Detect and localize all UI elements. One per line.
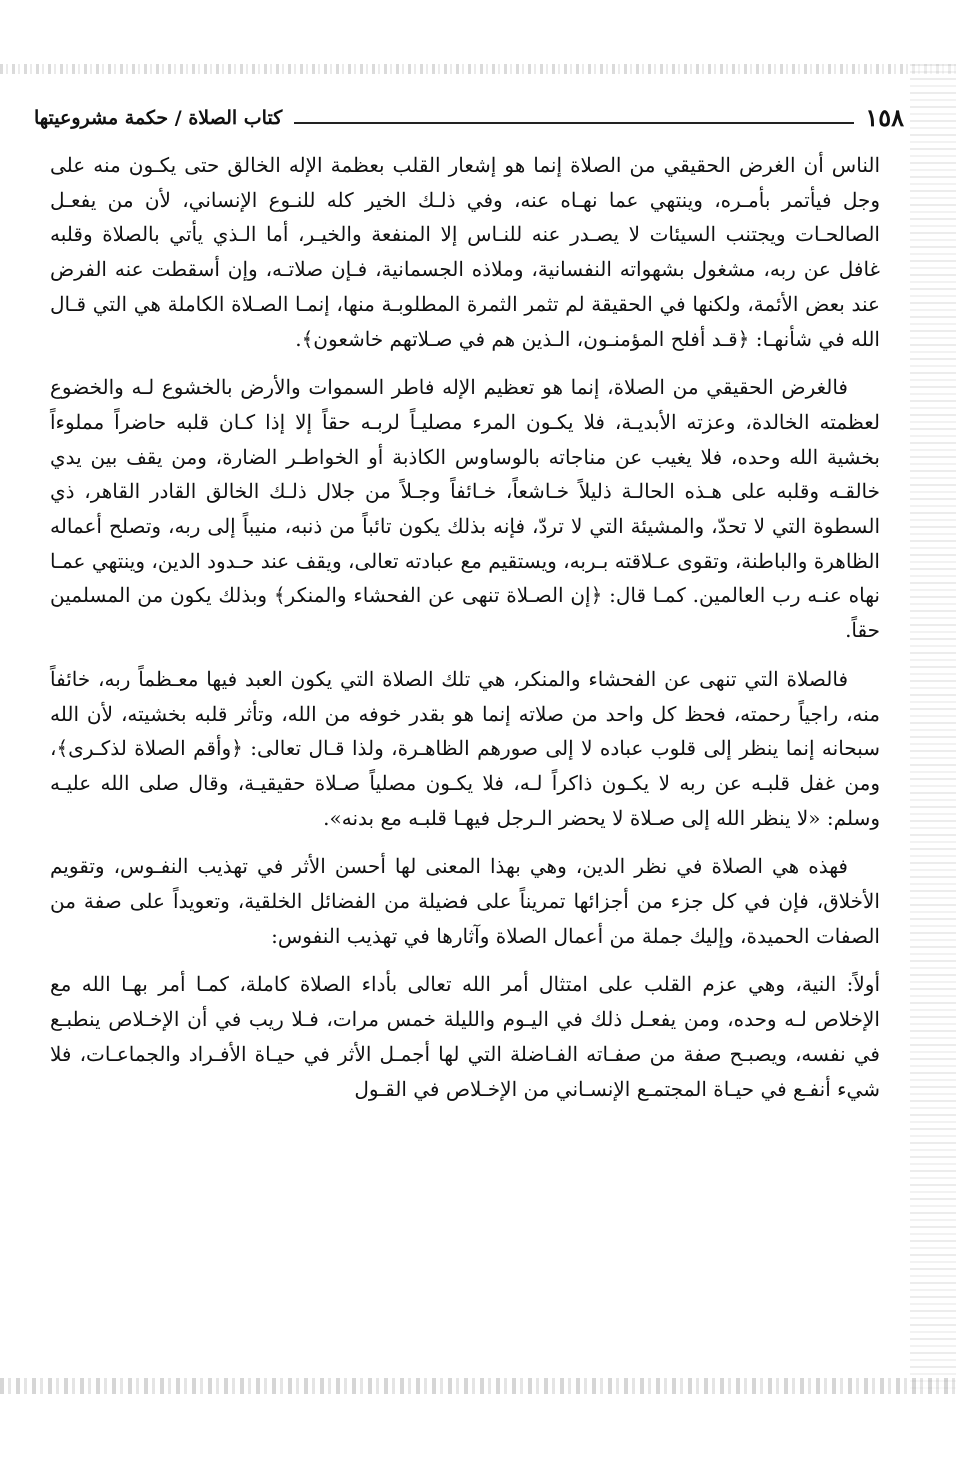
page-body <box>50 148 880 1120</box>
header-rule <box>294 122 854 124</box>
running-title: كتاب الصلاة / حكمة مشروعيتها <box>34 107 283 129</box>
paragraph-4: فهذه هي الصلاة في نظر الدين، وهي بهذا المعنى لها أحسن الأثر في تهذيب النفـوس، وتقويم الأخلاق، فإن في كل جزء من أجزائها تمريناً على فضيلة من الفضائل الخلقية، وتعويداً على صفة من الصفات الحميدة، وإليك جملة من أعمال الصلاة وآثارها في تهذيب النفوس: <box>50 854 880 948</box>
paragraph-1: الناس أن الغرض الحقيقي من الصلاة إنما هو إشعار القلب بعظمة الإله الخالق حتى يكـون منه على وجل فيأتمر بأمـره، وينتهي عما نهـاه عنه، وفي ذلـك الخير كله للنـوع الإنساني، لأن من يفعـل الصالحـات ويجتنب السيئات لا يصـدر عنه للنـاس إلا المنفعة والخيـر، أما الـذي يأتي بالصلاة وقلبه غافل عن ربه، مشغول بشهواته النفسانية، وملاذه الجسمانية، فـإن صلاتـه، وإن أسقطت عنه الفرض عند بعض الأئمة، ولكنها في الحقيقة لم تثمر الثمرة المطلوبـة منها، إنمـا الصـلاة الكاملة هي التي قـال الله في شأنهـا: ﴿قـد أفلح المؤمنـون، الـذين هم في صـلاتهم خاشعون﴾. <box>50 153 880 351</box>
scan-edge-top <box>0 64 956 74</box>
page-number: ١٥٨ <box>865 103 904 132</box>
scan-edge-right <box>910 64 956 1390</box>
paragraph-3: فالصلاة التي تنهى عن الفحشاء والمنكر، هي تلك الصلاة التي يكون العبد فيها معـظماً ربه، خائفاً منه، راجياً رحمته، فحظ كل واحد من صلاته إنما هو بقدر خوفه من الله، وتأثر قلبه بخشيته، لأن الله سبحانه إنما ينظر إلى قلوب عباده لا إلى صورهم الظاهـرة، ولذا قـال تعالى: ﴿وأقم الصلاة لذكـرى﴾، ومن غفل قلبـه عن ربه لا يكـون ذاكراً لـه، فلا يكـون مصلياً صـلاة حقيقيـة، وقال صلى الله عليـه وسلم: «لا ينظر الله إلى صـلاة لا يحضر الـرجل فيهـا قلبـه مع بدنه». <box>50 666 880 830</box>
paragraph-5: أولاً: النية، وهي عزم القلب على امتثال أمر الله تعالى بأداء الصلاة كاملة، كمـا أمر بهـا الله مع الإخلاص لـه وحده، ومن يفعـل ذلك في اليـوم والليلة خمس مرات، فـلا ريب في أن الإخـلاص ينطبـع في نفسه، ويصبـح صفة من صفـاته الفـاضلة التي لها أجمـل الأثر في حيـاة الأفـراد والجماعـات، فلا شيء أنفـع في حيـاة المجتمـع الإنسـاني من الإخـلاص في القـول <box>50 972 880 1101</box>
paragraph-2: فالغرض الحقيقي من الصلاة، إنما هو تعظيم الإله فاطر السموات والأرض بالخشوع لـه والخضوع لعظمته الخالدة، وعزته الأبديـة، فلا يكـون المرء مصليـاً لربـه حقاً إلا إذا كـان قلبه حاضراً مملوءاً بخشية الله وحده، فلا يغيب عن مناجاته بالوساوس الكاذبة أو الخواطـر الضارة، ومن يقف بين يدي خالقـه وقلبه على هـذه الحالـة ذليلاً خـاشعاً، خـائفاً وجـلاً من جلال ذلـك الخالق القادر القاهر، ذي السطوة التي لا تحدّ، والمشيئة التي لا تردّ، فإنه بذلك يكون تائباً من ذنبه، منيباً إلى ربه، وتصلح أعماله الظاهرة والباطنة، وتقوى عـلاقته بـربه، ويستقيم مع عبادته تعالى، ويقف عند حـدود الدين، وينتهي عمـا نهاه عنـه رب العالمين. كمـا قال: ﴿إن الصـلاة تنهى عن الفحشاء والمنكر﴾ وبذلك يكون من المسلمين حقاً. <box>50 375 881 643</box>
page-header <box>34 98 904 138</box>
scan-edge-bottom <box>0 1378 956 1394</box>
